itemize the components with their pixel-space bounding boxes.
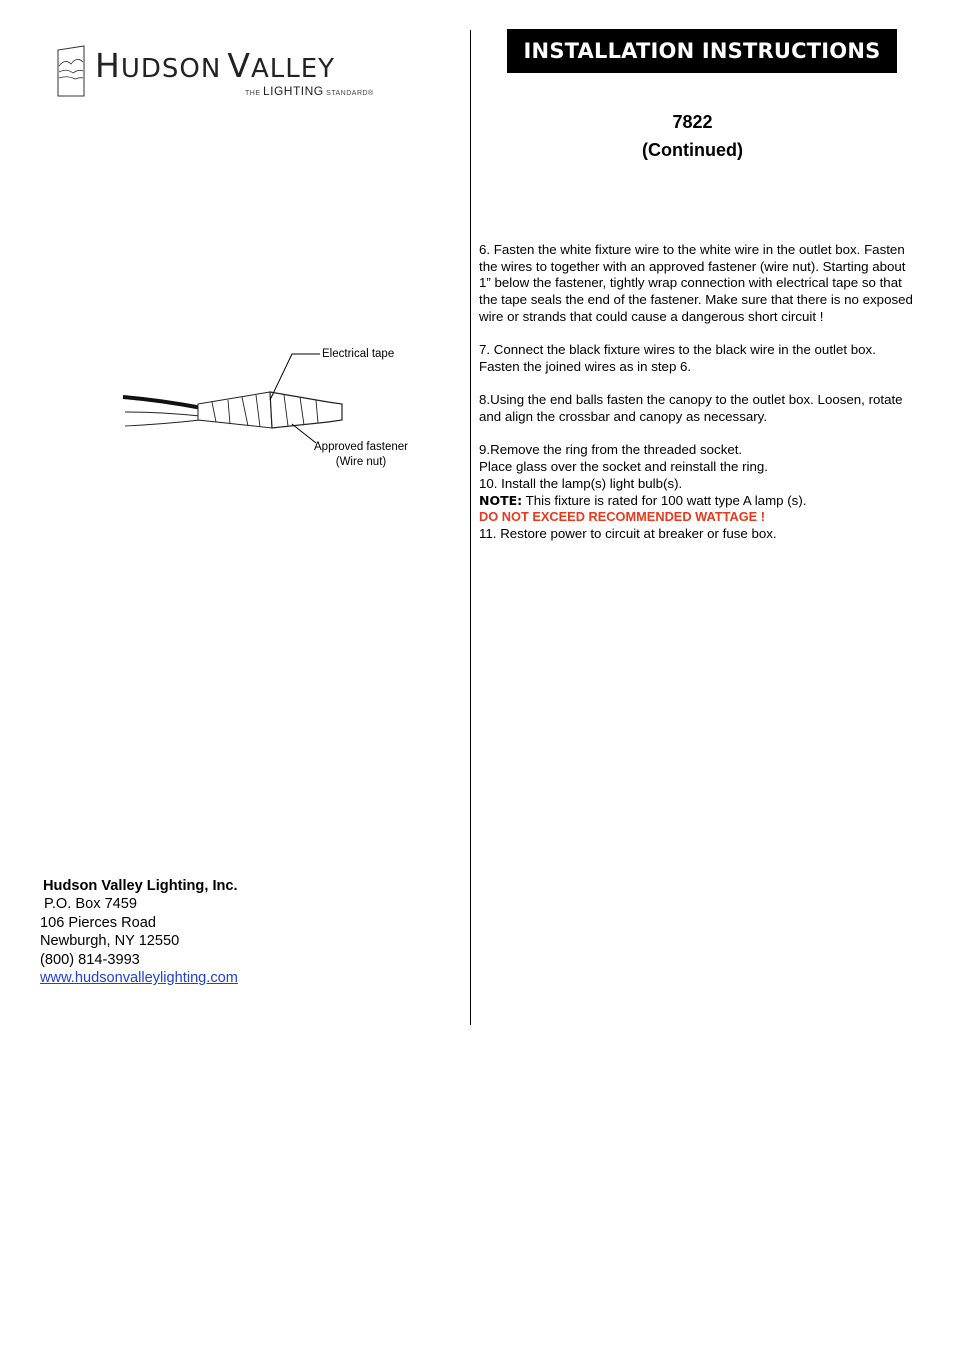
note-text: This fixture is rated for 100 watt type A lamp (s). <box>522 492 807 508</box>
step-line: 8.Using the end balls fasten the canopy to the outlet box. Loosen, rotate <box>479 392 903 408</box>
step-line: Place glass over the socket and reinstall the ring. <box>479 459 768 475</box>
mountain-river-icon <box>55 44 87 98</box>
step-line: 9.Remove the ring from the threaded socket. <box>479 442 743 458</box>
wattage-warning: DO NOT EXCEED RECOMMENDED WATTAGE ! <box>479 509 766 525</box>
label-approved-fastener: Approved fastener (Wire nut) <box>314 441 408 468</box>
company-address <box>40 877 238 987</box>
model-number: 7822 <box>672 112 713 132</box>
brand-logo <box>55 44 395 100</box>
wattage-note <box>479 493 941 510</box>
continued-label: (Continued) <box>642 140 743 160</box>
website-link[interactable]: www.hudsonvalleylighting.com <box>40 970 238 987</box>
wire-connection-diagram <box>120 340 430 480</box>
brand-wordmark: HUDSON VALLEY <box>95 46 336 85</box>
step-10: 10. Install the lamp(s) light bulb(s). <box>479 475 683 491</box>
step-line: the tape seals the end of the fastener. Make sure that there is no exposed <box>479 292 913 308</box>
step-9 <box>479 442 941 475</box>
step-line: 6. Fasten the white fixture wire to the white wire in the outlet box. Fasten <box>479 242 905 257</box>
brand-tagline: THE LIGHTING STANDARD® <box>245 84 374 98</box>
step-line: Fasten the joined wires as in step 6. <box>479 358 692 374</box>
instructions-banner: INSTALLATION INSTRUCTIONS <box>507 29 897 73</box>
model-heading <box>600 108 785 164</box>
po-box: P.O. Box 7459 <box>44 896 138 913</box>
phone-number: (800) 814-3993 <box>40 951 140 968</box>
step-8 <box>479 392 941 425</box>
step-line: 1” below the fastener, tightly wrap connection with electrical tape so that <box>479 275 902 291</box>
step-line: the wires to together with an approved fastener (wire nut). Starting about <box>479 258 906 274</box>
street-address: 106 Pierces Road <box>40 914 157 931</box>
step-6 <box>479 242 941 326</box>
instruction-steps <box>479 242 941 543</box>
note-label: NOTE: <box>479 492 523 508</box>
column-divider <box>470 30 471 1025</box>
step-7 <box>479 342 941 375</box>
step-line: wire or strands that could cause a dangerous short circuit ! <box>479 308 824 324</box>
step-11: 11. Restore power to circuit at breaker or fuse box. <box>479 525 777 541</box>
step-line: 7. Connect the black fixture wires to the black wire in the outlet box. <box>479 342 876 358</box>
city-state-zip: Newburgh, NY 12550 <box>40 933 180 950</box>
company-name: Hudson Valley Lighting, Inc. <box>43 878 238 894</box>
step-line: and align the crossbar and canopy as necessary. <box>479 409 768 424</box>
label-electrical-tape: Electrical tape <box>322 348 395 360</box>
